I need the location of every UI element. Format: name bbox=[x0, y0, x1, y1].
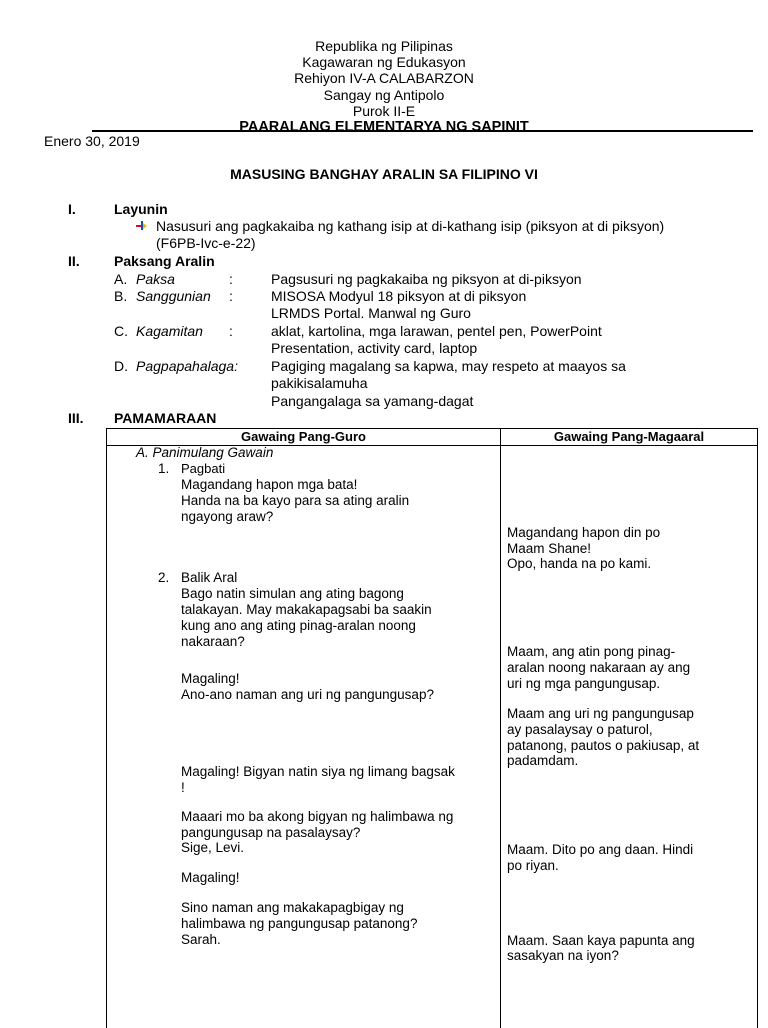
section-3-title: PAMAMARAAN bbox=[114, 410, 217, 426]
paksa-c-letter: C. bbox=[114, 323, 128, 339]
section-2-number: II. bbox=[68, 253, 80, 269]
paksa-d-letter: D. bbox=[114, 358, 128, 374]
paksa-b-letter: B. bbox=[114, 288, 128, 304]
magaaral-line: Maam ang uri ng pangungusap bbox=[507, 706, 694, 721]
guro-line: nakaraan? bbox=[181, 634, 245, 649]
section-3-number: III. bbox=[68, 410, 84, 426]
paksa-a-colon: : bbox=[229, 271, 233, 287]
magaaral-line: Magandang hapon din po bbox=[507, 525, 661, 540]
magaaral-line: Maam. Saan kaya papunta ang bbox=[507, 933, 695, 948]
magaaral-line: Maam. Dito po ang daan. Hindi bbox=[507, 842, 694, 857]
header-purok: Purok II-E bbox=[352, 102, 416, 119]
section-2-title: Paksang Aralin bbox=[114, 253, 215, 269]
paksa-d-value-3: Pangangalaga sa yamang-dagat bbox=[271, 393, 474, 409]
objective-code: (F6PB-Ivc-e-22) bbox=[156, 235, 256, 251]
header-sangay: Sangay ng Antipolo bbox=[323, 86, 445, 103]
guro-item-1-number: 1. bbox=[158, 461, 170, 476]
guro-line: Bago natin simulan ang ating bagong bbox=[181, 586, 404, 601]
guro-line: Magaling! bbox=[181, 671, 240, 686]
guro-line: halimbawa ng pangungusap patanong? bbox=[181, 916, 418, 931]
paksa-b-colon: : bbox=[229, 288, 233, 304]
document-title: MASUSING BANGHAY ARALIN SA FILIPINO VI bbox=[230, 166, 538, 182]
guro-line: kung ano ang ating pinag-aralan noong bbox=[181, 618, 416, 633]
paksa-a-label: Paksa bbox=[136, 271, 175, 287]
header-republika: Republika ng Pilipinas bbox=[315, 38, 453, 54]
header-divider bbox=[92, 130, 753, 132]
guro-line: Maaari mo ba akong bigyan ng halimbawa ng bbox=[181, 809, 454, 824]
magaaral-line: Opo, handa na po kami. bbox=[507, 556, 652, 571]
magaaral-line: patanong, pautos o pakiusap, at bbox=[507, 738, 700, 753]
paksa-d-value-2: pakikisalamuha bbox=[271, 375, 368, 391]
document-date: Enero 30, 2019 bbox=[44, 133, 140, 149]
guro-section-a: A. Panimulang Gawain bbox=[136, 445, 274, 460]
objective-text: Nasusuri ang pagkakaiba ng kathang isip at di-kathang isip (piksyon at di piksyon) bbox=[156, 218, 665, 234]
magaaral-line: uri ng mga pangungusap. bbox=[507, 676, 661, 691]
guro-line: Sino naman ang makakapagbigay ng bbox=[181, 900, 404, 915]
paksa-a-letter: A. bbox=[114, 271, 128, 287]
procedure-table bbox=[106, 428, 758, 1028]
school-name: PAARALANG ELEMENTARYA NG SAPINIT bbox=[239, 119, 529, 136]
guro-line: Magandang hapon mga bata! bbox=[181, 477, 358, 492]
magaaral-line: Maam, ang atin pong pinag- bbox=[507, 644, 676, 659]
document-header bbox=[0, 38, 768, 135]
paksa-d-value-1: Pagiging magalang sa kapwa, may respeto at maayos sa bbox=[271, 358, 626, 374]
paksa-b-label: Sanggunian bbox=[136, 288, 211, 304]
guro-line: Magaling! bbox=[181, 870, 240, 885]
guro-item-2-number: 2. bbox=[158, 570, 170, 585]
paksa-b-value-2: LRMDS Portal. Manwal ng Guro bbox=[271, 305, 471, 321]
magaaral-line: sasakyan na iyon? bbox=[507, 948, 619, 963]
guro-line: pangungusap na pasalaysay? bbox=[181, 825, 361, 840]
arrow-bullet-icon bbox=[136, 220, 147, 231]
section-1-title: Layunin bbox=[114, 201, 168, 217]
magaaral-line: ay pasalaysay o paturol, bbox=[507, 722, 653, 737]
magaaral-line: Maam Shane! bbox=[507, 541, 592, 556]
column-header-guro: Gawaing Pang-Guro bbox=[241, 429, 366, 444]
guro-line: Ano-ano naman ang uri ng pangungusap? bbox=[181, 687, 434, 702]
guro-line: talakayan. May makakapagsabi ba saakin bbox=[181, 602, 432, 617]
guro-line: Handa na ba kayo para sa ating aralin bbox=[181, 493, 410, 508]
paksa-a-value: Pagsusuri ng pagkakaiba ng piksyon at di-piksyon bbox=[271, 271, 582, 287]
guro-item-1-title: Pagbati bbox=[181, 461, 226, 476]
paksa-d-label: Pagpapahalaga: bbox=[136, 358, 238, 374]
table-column-divider bbox=[500, 429, 501, 1028]
column-header-magaaral: Gawaing Pang-Magaaral bbox=[553, 429, 705, 444]
paksa-c-label: Kagamitan bbox=[136, 323, 203, 339]
magaaral-line: aralan noong nakaraan ay ang bbox=[507, 660, 691, 675]
guro-line: Magaling! Bigyan natin siya ng limang bagsak bbox=[181, 764, 455, 779]
paksa-c-value-2: Presentation, activity card, laptop bbox=[271, 340, 478, 356]
paksa-c-value-1: aklat, kartolina, mga larawan, pentel pen, PowerPoint bbox=[271, 323, 602, 339]
magaaral-line: po riyan. bbox=[507, 858, 559, 873]
guro-item-2-title: Balik Aral bbox=[181, 570, 238, 585]
magaaral-line: padamdam. bbox=[507, 753, 579, 768]
header-rehiyon: Rehiyon IV-A CALABARZON bbox=[294, 70, 474, 87]
paksa-b-value-1: MISOSA Modyul 18 piksyon at di piksyon bbox=[271, 288, 527, 304]
guro-line: ngayong araw? bbox=[181, 509, 274, 524]
header-kagawaran: Kagawaran ng Edukasyon bbox=[302, 54, 466, 71]
guro-line: ! bbox=[181, 780, 185, 795]
guro-line: Sige, Levi. bbox=[181, 840, 245, 855]
guro-line: Sarah. bbox=[181, 932, 221, 947]
paksa-c-colon: : bbox=[229, 323, 233, 339]
section-1-number: I. bbox=[68, 201, 76, 217]
